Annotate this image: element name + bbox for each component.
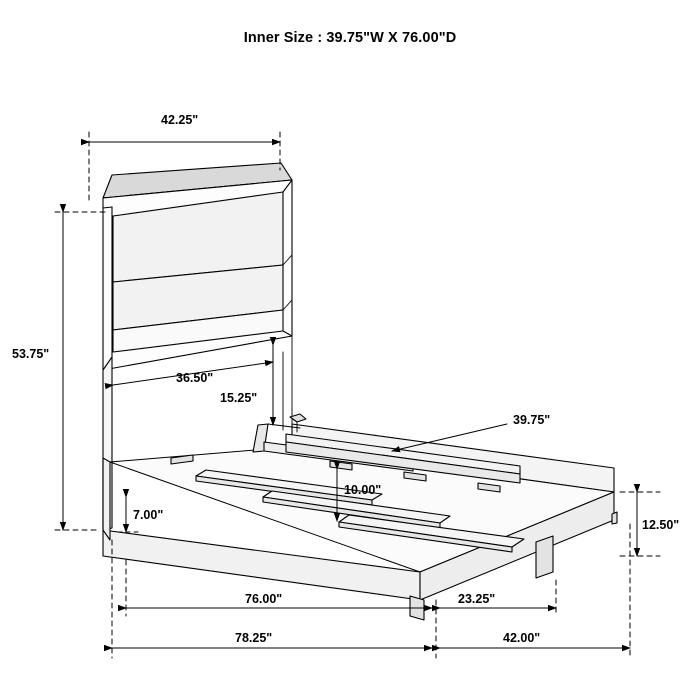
- dimension-label-inner-width: 39.75": [513, 413, 551, 427]
- dimension-label-overall-depth: 78.25": [235, 631, 273, 645]
- dimension-label-inner-depth: 76.00": [245, 592, 283, 606]
- dimension-label-slat-spacing: 10.00": [344, 483, 382, 497]
- dimension-label-side-depth: 23.25": [458, 592, 496, 606]
- page-title: Inner Size : 39.75"W X 76.00"D: [243, 30, 457, 46]
- dimension-label-headboard-panel-height: 15.25": [220, 391, 258, 405]
- dimension-label-footboard-depth: 42.00": [503, 631, 541, 645]
- dimension-label-headboard-panel-width: 36.50": [176, 371, 214, 385]
- dimension-label-headboard-width: 42.25": [161, 113, 199, 127]
- dimension-label-clearance-under-frame: 7.00": [133, 508, 164, 522]
- dimension-label-overall-height: 53.75": [12, 347, 50, 361]
- dimension-label-frame-height: 12.50": [642, 518, 680, 532]
